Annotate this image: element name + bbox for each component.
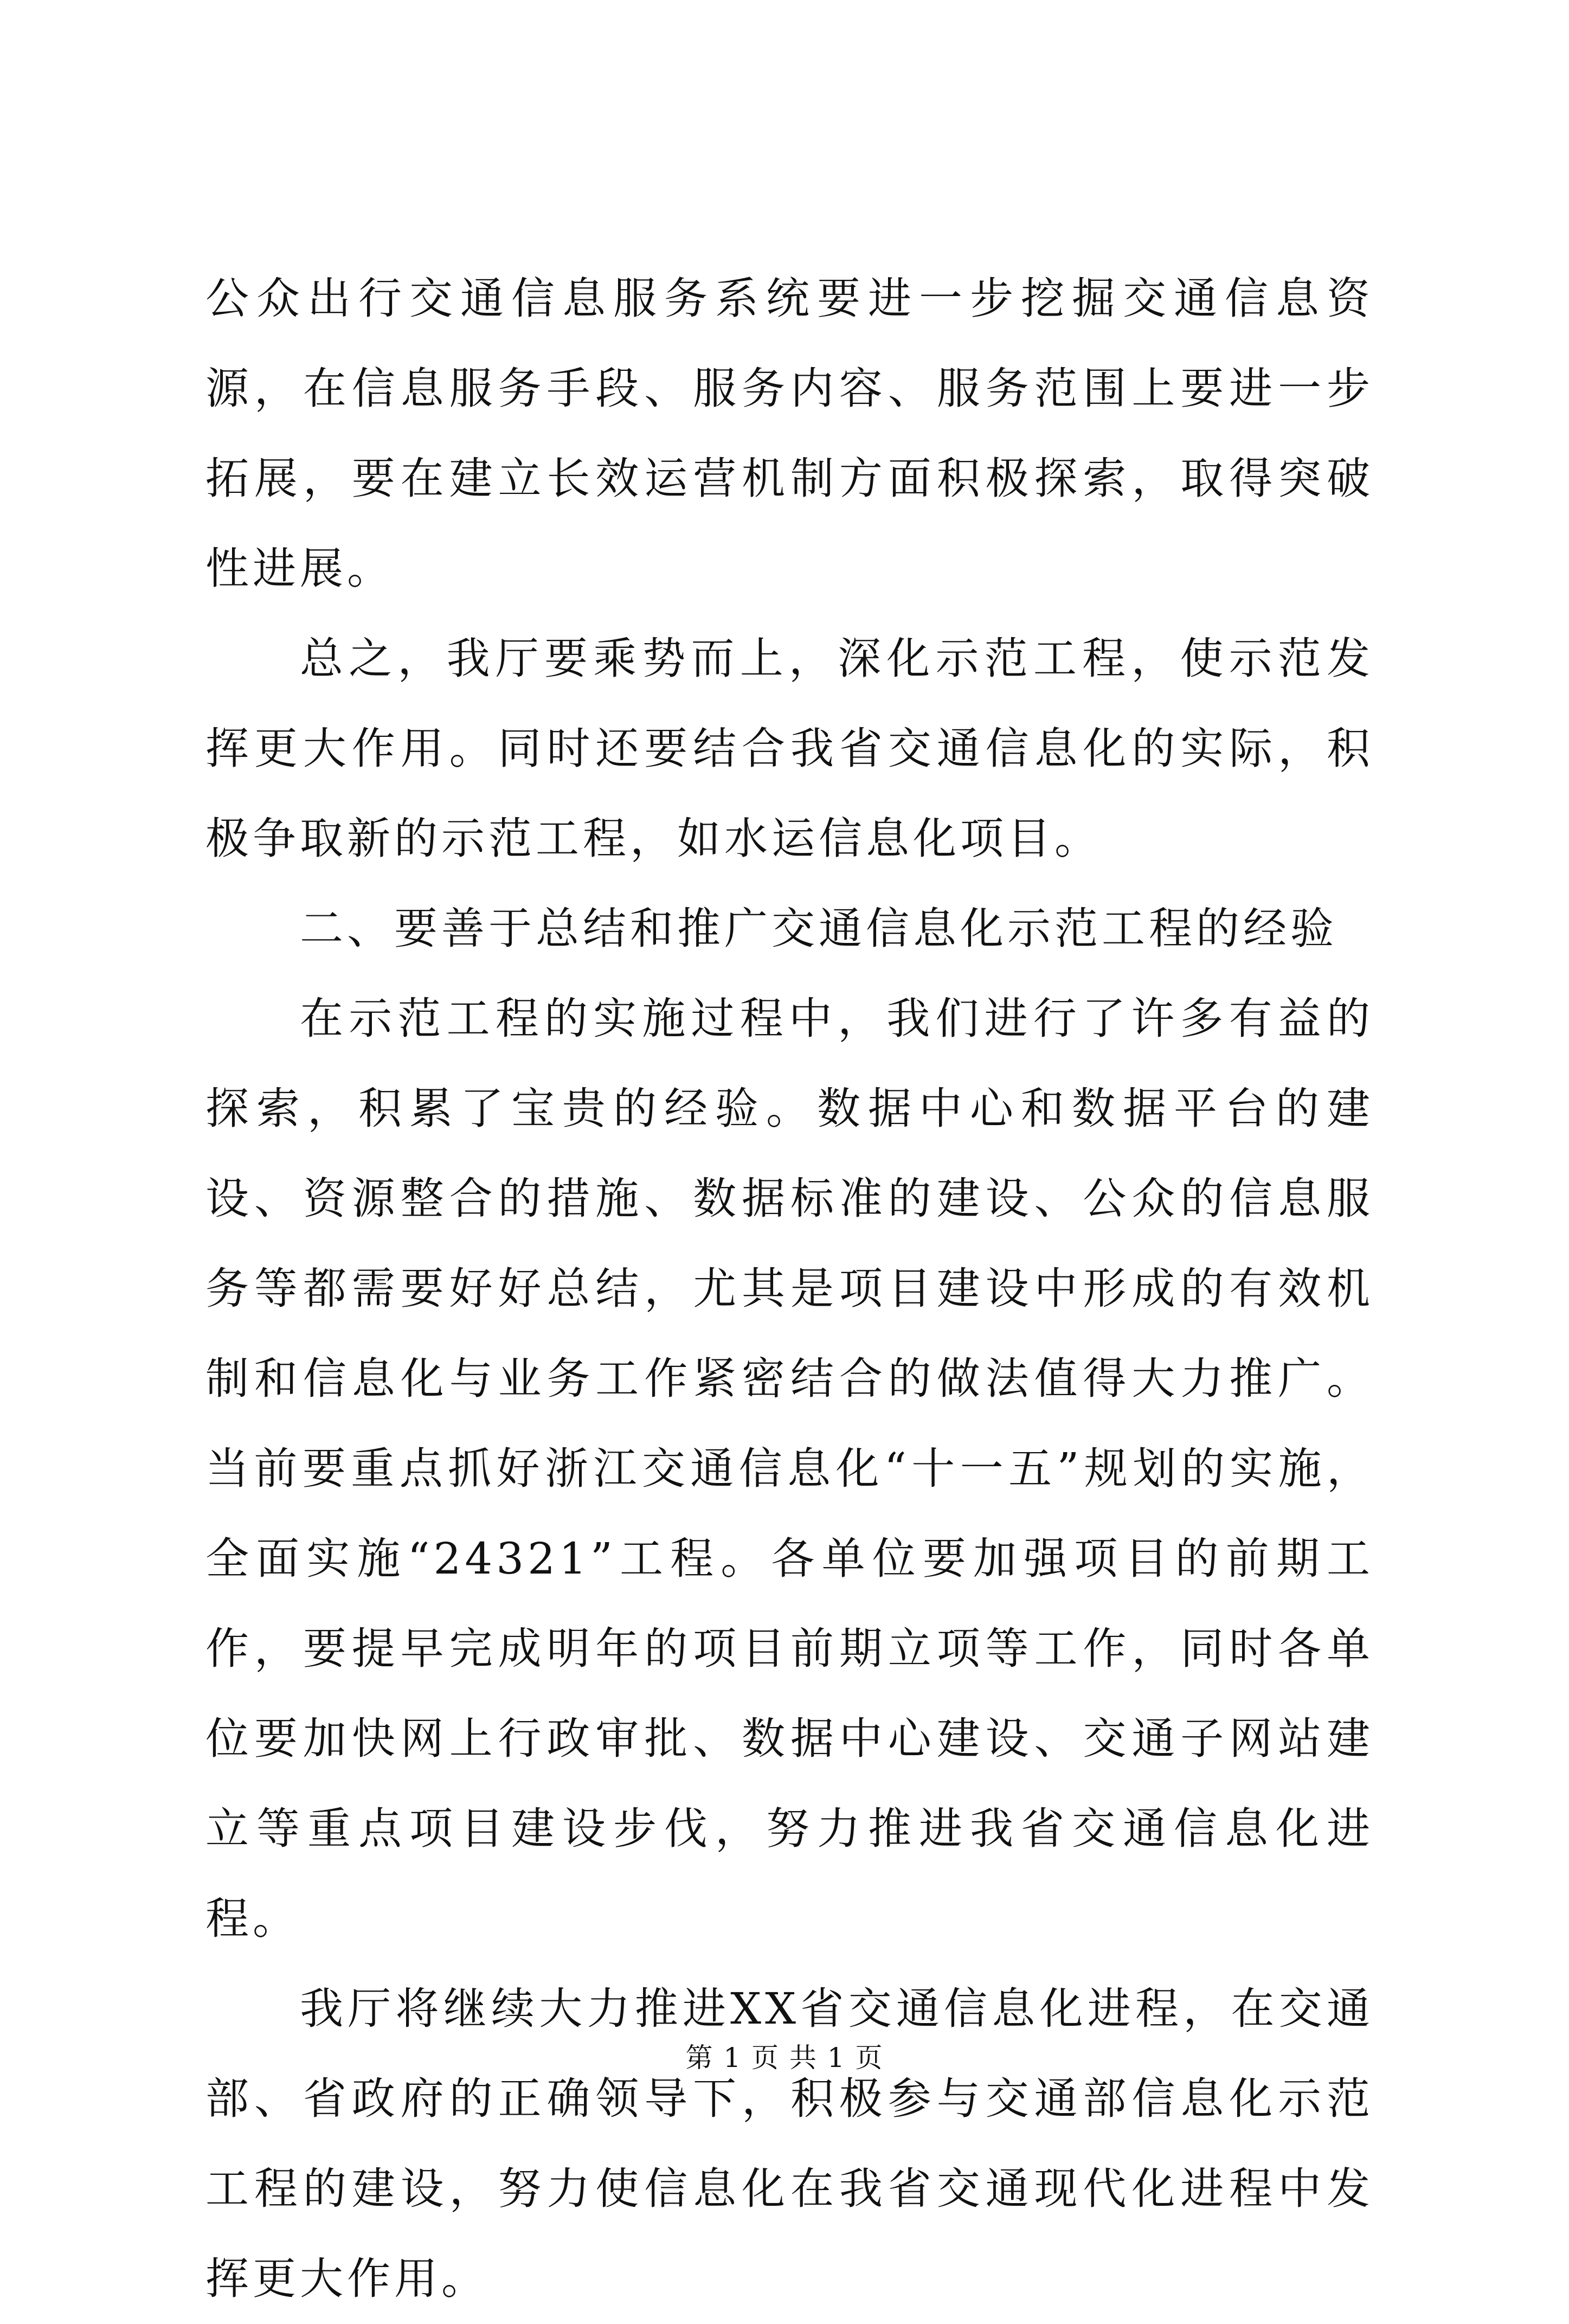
document-body xyxy=(205,254,1374,2324)
page-number-footer: 第 1 页 共 1 页 xyxy=(685,2042,884,2073)
paragraph-1: 公众出行交通信息服务系统要进一步挖掘交通信息资源，在信息服务手段、服务内容、服务范围上要进一步拓展，要在建立长效运营机制方面积极探索，取得突破性进展。 xyxy=(205,273,1374,594)
paragraph-4: 我厅将继续大力推进XX省交通信息化进程，在交通部、省政府的正确领导下，积极参与交通部信息化示范工程的建设，努力使信息化在我省交通现代化进程中发挥更大作用。 xyxy=(205,1983,1374,2304)
section-heading: 二、要善于总结和推广交通信息化示范工程的经验 xyxy=(300,903,1337,954)
paragraph-2: 总之，我厅要乘势而上，深化示范工程，使示范发挥更大作用。同时还要结合我省交通信息化的实际，积极争取新的示范工程，如水运信息化项目。 xyxy=(205,633,1374,864)
paragraph-3: 在示范工程的实施过程中，我们进行了许多有益的探索，积累了宝贵的经验。数据中心和数据平台的建设、资源整合的措施、数据标准的建设、公众的信息服务等都需要好好总结，尤其是项目建设中形成的有效机制和信息化与业务工作紧密结合的做法值得大力推广。当前要重点抓好浙江交通信息化“十一五”规划的实施，全面实施“24321”工程。各单位要加强项目的前期工作，要提早完成明年的项目前期立项等工作，同时各单位要加快网上行政审批、数据中心建设、交通子网站建立等重点项目建设步伐，努力推进我省交通信息化进程。 xyxy=(205,993,1374,1944)
